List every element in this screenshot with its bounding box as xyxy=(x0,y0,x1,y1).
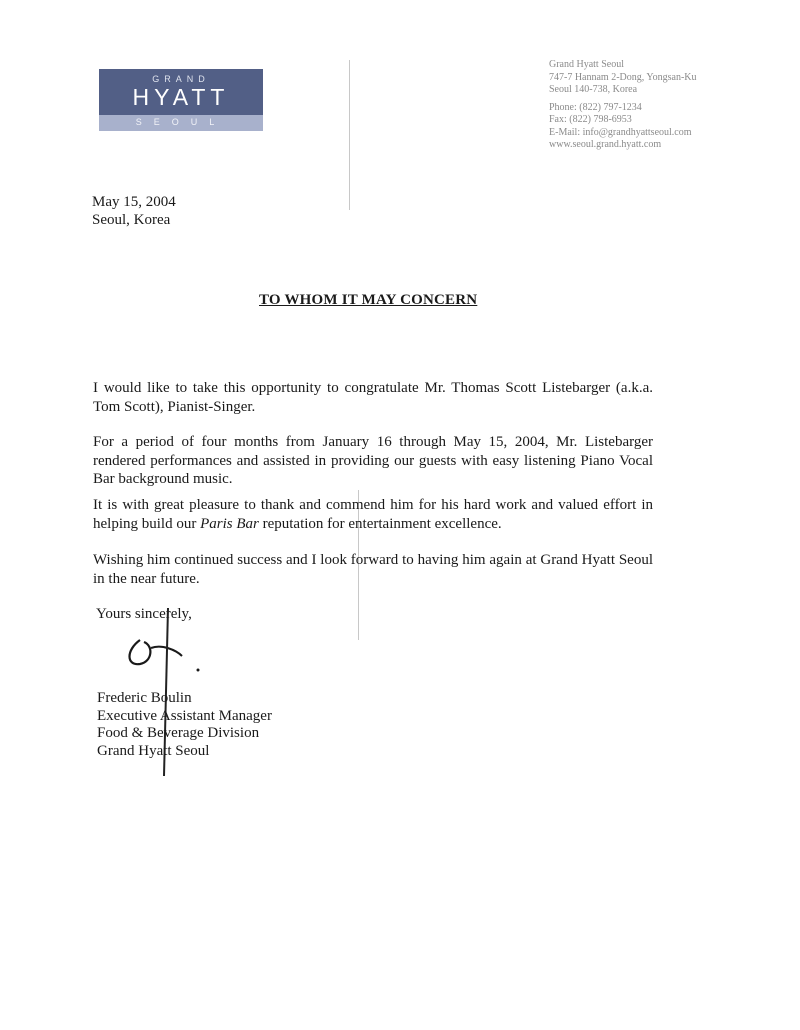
body-paragraph: For a period of four months from January 16 through May 15, 2004, Mr. Listebarger rendered performances and assisted in providing our guests with easy listening Piano Vocal Bar background music. xyxy=(93,434,653,487)
body-paragraph: I would like to take this opportunity to congratulate Mr. Thomas Scott Listebarger (a.k.a. Tom Scott), Pianist-Singer. xyxy=(93,380,653,415)
closing: Yours sincerely, xyxy=(96,606,192,622)
email-line: E-Mail: info@grandhyattseoul.com xyxy=(549,126,692,138)
signer-division: Food & Beverage Division xyxy=(97,725,260,741)
logo-hyatt-text: HYATT xyxy=(132,84,230,110)
body-paragraph: Wishing him continued success and I look forward to having him again at Grand Hyatt Seoul in the near future. xyxy=(93,552,653,587)
scan-fold-line xyxy=(349,60,350,210)
letterhead-address xyxy=(549,59,697,152)
fax-line: Fax: (822) 798-6953 xyxy=(549,114,632,125)
signer-name: Frederic Boulin xyxy=(97,690,192,706)
signer-company: Grand Hyatt Seoul xyxy=(97,743,210,759)
web-line: www.seoul.grand.hyatt.com xyxy=(549,139,662,150)
phone-line: Phone: (822) 797-1234 xyxy=(549,101,642,113)
address-line: 747-7 Hannam 2-Dong, Yongsan-Ku xyxy=(549,71,697,83)
address-line: Seoul 140-738, Korea xyxy=(549,84,638,95)
body-paragraph: It is with great pleasure to thank and commend him for his hard work and valued effort in helping build our Paris Bar reputation for entertainment excellence. xyxy=(93,497,653,532)
logo-seoul-text: SEOUL xyxy=(135,117,227,127)
letter-place: Seoul, Korea xyxy=(92,212,171,228)
logo-grand-text: GRAND xyxy=(152,74,210,84)
paris-bar-italic: Paris Bar xyxy=(200,515,259,532)
letter-heading: TO WHOM IT MAY CONCERN xyxy=(259,292,478,308)
address-line: Grand Hyatt Seoul xyxy=(549,59,624,70)
letter-date: May 15, 2004 xyxy=(92,194,176,210)
signer-title: Executive Assistant Manager xyxy=(97,708,272,724)
grand-hyatt-seoul-logo xyxy=(99,69,263,131)
